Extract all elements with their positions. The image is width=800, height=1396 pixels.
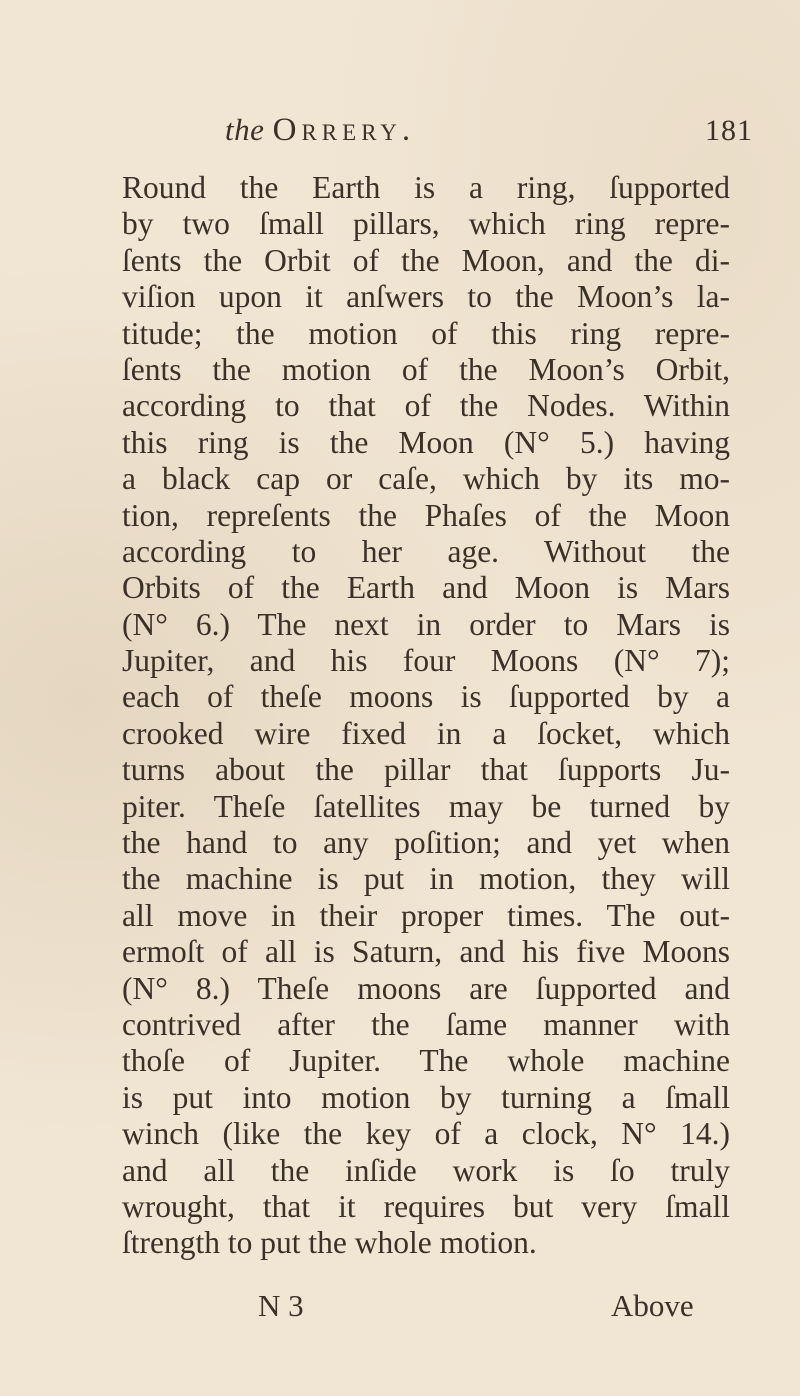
text-line: a black cap or caſe, which by its mo- [122, 461, 730, 497]
running-head-title-caps: Orrery. [272, 112, 416, 148]
text-line: ſents the Orbit of the Moon, and the di- [122, 242, 730, 278]
text-line: and all the inſide work is ſo truly [122, 1152, 730, 1188]
page-number: 181 [705, 114, 753, 147]
text-line: viſion upon it anſwers to the Moon’s la- [122, 279, 730, 315]
text-line: ſtrength to put the whole motion. [122, 1225, 537, 1261]
text-line: the machine is put in motion, they will [122, 861, 730, 897]
text-line: this ring is the Moon (N° 5.) having [122, 424, 730, 460]
text-line: titude; the motion of this ring repre- [122, 315, 730, 351]
text-line: Round the Earth is a ring, ſupported [122, 170, 730, 205]
text-line: (N° 6.) The next in order to Mars is [122, 606, 730, 642]
signature-mark: N 3 [258, 1288, 304, 1323]
text-line: by two ſmall pillars, which ring repre- [122, 206, 730, 242]
text-line: contrived after the ſame manner with [122, 1006, 730, 1042]
text-line: the hand to any poſition; and yet when [122, 825, 730, 861]
running-head-title [225, 112, 415, 149]
body-text [122, 170, 730, 1262]
text-line: Jupiter, and his four Moons (N° 7); [122, 643, 730, 679]
text-line: piter. Theſe ſatellites may be turned by [122, 788, 730, 824]
text-line: (N° 8.) Theſe moons are ſupported and [122, 970, 730, 1006]
text-line: ermoſt of all is Saturn, and his five Moons [122, 934, 730, 970]
text-line: all move in their proper times. The out- [122, 897, 730, 933]
text-line: wrought, that it requires but very ſmall [122, 1188, 730, 1224]
page-footer [0, 1288, 800, 1332]
text-line: turns about the pillar that ſupports Ju- [122, 752, 730, 788]
text-line: Orbits of the Earth and Moon is Mars [122, 570, 730, 606]
text-line: tion, repreſents the Phaſes of the Moon [122, 497, 730, 533]
text-line: according to that of the Nodes. Within [122, 388, 730, 424]
running-head [0, 112, 800, 162]
text-line: each of theſe moons is ſupported by a [122, 679, 730, 715]
running-head-title-italic: the [225, 112, 265, 147]
text-line: winch (like the key of a clock, N° 14.) [122, 1116, 730, 1152]
catchword: Above [611, 1288, 694, 1323]
text-line: crooked wire fixed in a ſocket, which [122, 715, 730, 751]
text-line: according to her age. Without the [122, 533, 730, 569]
text-line: is put into motion by turning a ſmall [122, 1079, 730, 1115]
text-line: thoſe of Jupiter. The whole machine [122, 1043, 730, 1079]
text-line: ſents the motion of the Moon’s Orbit, [122, 351, 730, 387]
